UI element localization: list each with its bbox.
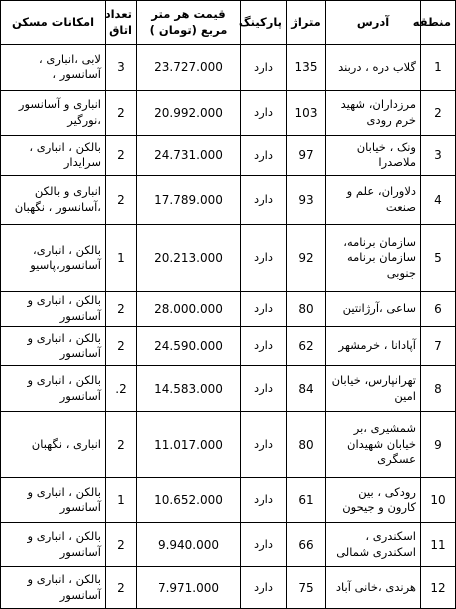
rooms-cell: 2: [106, 175, 137, 225]
address-cell: آپادانا ، خرمشهر: [326, 326, 421, 365]
table-row: [1, 291, 456, 326]
area-cell: 97: [287, 136, 326, 175]
parking-cell: دارد: [241, 567, 287, 609]
parking-cell: دارد: [241, 366, 287, 412]
address-cell: تهرانپارس، خیابان امین: [326, 366, 421, 412]
price-cell: 7.971.000: [137, 567, 241, 609]
area-cell: 84: [287, 366, 326, 412]
rooms-cell: 2: [106, 567, 137, 609]
address-cell: مرزداران، شهید خرم رودی: [326, 90, 421, 136]
header-parking: پارکینگ: [241, 1, 287, 45]
address-cell: ونک ، خیابان ملاصدرا: [326, 136, 421, 175]
area-cell: 61: [287, 478, 326, 523]
area-cell: 103: [287, 90, 326, 136]
table-row: [1, 522, 456, 567]
header-price: قیمت هر متر مربع (تومان ): [137, 1, 241, 45]
rooms-cell: 2: [106, 90, 137, 136]
region-cell: 9: [421, 411, 456, 477]
address-cell: رودکی ، بین کارون و جیحون: [326, 478, 421, 523]
amenities-cell: بالکن ، انباری و آسانسور: [1, 522, 106, 567]
price-cell: 14.583.000: [137, 366, 241, 412]
area-cell: 92: [287, 225, 326, 291]
amenities-cell: بالکن ، انباری ، سرایدار: [1, 136, 106, 175]
region-cell: 4: [421, 175, 456, 225]
table-row: [1, 478, 456, 523]
header-rooms: تعداد اتاق: [106, 1, 137, 45]
region-cell: 2: [421, 90, 456, 136]
amenities-cell: بالکن ، انباری و آسانسور: [1, 366, 106, 412]
table-row: [1, 326, 456, 365]
parking-cell: دارد: [241, 522, 287, 567]
header-area: متراژ: [287, 1, 326, 45]
region-cell: 8: [421, 366, 456, 412]
price-cell: 24.731.000: [137, 136, 241, 175]
parking-cell: دارد: [241, 90, 287, 136]
area-cell: 135: [287, 45, 326, 91]
parking-cell: دارد: [241, 478, 287, 523]
region-cell: 7: [421, 326, 456, 365]
amenities-cell: بالکن ، انباری و آسانسور: [1, 291, 106, 326]
header-address: آدرس: [326, 1, 421, 45]
parking-cell: دارد: [241, 225, 287, 291]
area-cell: 80: [287, 291, 326, 326]
table-row: [1, 45, 456, 91]
region-cell: 1: [421, 45, 456, 91]
table-row: [1, 366, 456, 412]
amenities-cell: انباری ، نگهبان: [1, 411, 106, 477]
price-cell: 11.017.000: [137, 411, 241, 477]
region-cell: 11: [421, 522, 456, 567]
address-cell: اسکندری ، اسکندری شمالی: [326, 522, 421, 567]
address-cell: دلاوران، علم و صنعت: [326, 175, 421, 225]
amenities-cell: بالکن ، انباری، آسانسور،پاسیو: [1, 225, 106, 291]
price-cell: 17.789.000: [137, 175, 241, 225]
address-cell: شمشیری ،بر خیابان شهیدان عسگری: [326, 411, 421, 477]
region-cell: 5: [421, 225, 456, 291]
address-cell: هرندی ،خانی آباد: [326, 567, 421, 609]
rooms-cell: 1: [106, 478, 137, 523]
parking-cell: دارد: [241, 326, 287, 365]
header-row: [1, 1, 456, 45]
rooms-cell: 2.: [106, 366, 137, 412]
parking-cell: دارد: [241, 136, 287, 175]
amenities-cell: انباری و بالکن ،آسانسور ، نگهبان: [1, 175, 106, 225]
price-cell: 23.727.000: [137, 45, 241, 91]
price-cell: 20.213.000: [137, 225, 241, 291]
amenities-cell: بالکن ، انباری و آسانسور: [1, 567, 106, 609]
region-cell: 10: [421, 478, 456, 523]
address-cell: سازمان برنامه، سازمان برنامه جنوبی: [326, 225, 421, 291]
table-row: [1, 175, 456, 225]
price-cell: 24.590.000: [137, 326, 241, 365]
address-cell: گلاب دره ، دربند: [326, 45, 421, 91]
table-row: [1, 411, 456, 477]
amenities-cell: بالکن ، انباری و آسانسور: [1, 478, 106, 523]
table-body: [1, 45, 456, 609]
header-region: منطقه: [421, 1, 456, 45]
area-cell: 80: [287, 411, 326, 477]
rooms-cell: 1: [106, 225, 137, 291]
area-cell: 93: [287, 175, 326, 225]
header-amenities: امکانات مسکن: [1, 1, 106, 45]
table-row: [1, 225, 456, 291]
rooms-cell: 2: [106, 411, 137, 477]
parking-cell: دارد: [241, 175, 287, 225]
amenities-cell: بالکن ، انباری و آسانسور: [1, 326, 106, 365]
parking-cell: دارد: [241, 291, 287, 326]
price-cell: 9.940.000: [137, 522, 241, 567]
table-row: [1, 90, 456, 136]
rooms-cell: 2: [106, 136, 137, 175]
parking-cell: دارد: [241, 45, 287, 91]
price-cell: 28.000.000: [137, 291, 241, 326]
area-cell: 62: [287, 326, 326, 365]
price-cell: 10.652.000: [137, 478, 241, 523]
parking-cell: دارد: [241, 411, 287, 477]
address-cell: ساعی ،آرژانتین: [326, 291, 421, 326]
rooms-cell: 2: [106, 291, 137, 326]
amenities-cell: لابی ،انباری ، آسانسور ،: [1, 45, 106, 91]
table-row: [1, 567, 456, 609]
region-cell: 6: [421, 291, 456, 326]
table-row: [1, 136, 456, 175]
rooms-cell: 3: [106, 45, 137, 91]
area-cell: 75: [287, 567, 326, 609]
region-cell: 3: [421, 136, 456, 175]
rooms-cell: 2: [106, 522, 137, 567]
price-cell: 20.992.000: [137, 90, 241, 136]
region-cell: 12: [421, 567, 456, 609]
area-cell: 66: [287, 522, 326, 567]
rooms-cell: 2: [106, 326, 137, 365]
amenities-cell: انباری و آسانسور ،نورگیر: [1, 90, 106, 136]
